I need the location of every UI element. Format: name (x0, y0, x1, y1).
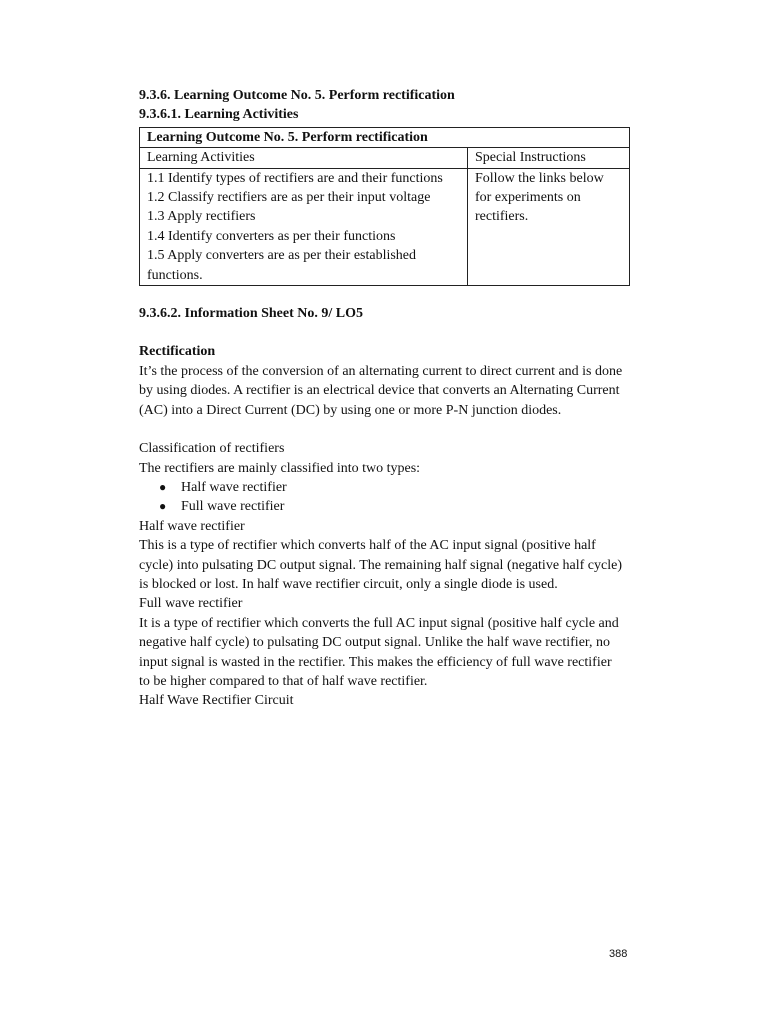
instructions-cell (468, 168, 630, 285)
activity-item: 1.5 Apply converters are as per their established (147, 248, 417, 264)
paragraph-line: It’s the process of the conversion of an alternating current to direct current and is done (139, 363, 623, 379)
paragraph-line: cycle) into pulsating DC output signal. The remaining half signal (negative half cycle) (139, 557, 622, 573)
list-item: ● Half wave rectifier (139, 478, 631, 497)
learning-outcome-table (139, 127, 630, 286)
instruction-line: Follow the links below (475, 170, 604, 186)
paragraph-line: to be higher compared to that of half wave rectifier. (139, 673, 428, 689)
paragraph-line: is blocked or lost. In half wave rectifier circuit, only a single diode is used. (139, 576, 558, 592)
activity-item: 1.3 Apply rectifiers (147, 209, 256, 225)
document-body (139, 86, 631, 711)
paragraph-line: (AC) into a Direct Current (DC) by using one or more P-N junction diodes. (139, 402, 562, 418)
circuit-heading: Half Wave Rectifier Circuit (139, 693, 294, 709)
rectification-heading: Rectification (139, 344, 216, 360)
paragraph-line: input signal is wasted in the rectifier. This makes the efficiency of full wave rectifier (139, 654, 612, 670)
bullet-icon: ● (159, 479, 167, 494)
activities-cell (140, 168, 468, 285)
info-sheet-heading: 9.3.6.2. Information Sheet No. 9/ LO5 (139, 306, 363, 322)
instruction-line: rectifiers. (475, 209, 529, 225)
table-header-instructions: Special Instructions (468, 148, 630, 168)
bullet-icon: ● (159, 499, 167, 514)
table-title: Learning Outcome No. 5. Perform rectification (140, 127, 630, 147)
subsection-heading: 9.3.6.1. Learning Activities (139, 107, 299, 123)
list-item: ● Full wave rectifier (139, 497, 631, 516)
half-wave-heading: Half wave rectifier (139, 518, 245, 534)
rectifier-types-list (139, 478, 631, 517)
full-wave-heading: Full wave rectifier (139, 596, 243, 612)
table-header-activities: Learning Activities (140, 148, 468, 168)
paragraph-line: negative half cycle) to pulsating DC output signal. Unlike the half wave rectifier, no (139, 635, 611, 651)
classification-heading: Classification of rectifiers (139, 441, 285, 457)
activity-item: 1.1 Identify types of rectifiers are and their functions (147, 170, 443, 186)
paragraph-line: by using diodes. A rectifier is an electrical device that converts an Alternating Current (139, 383, 620, 399)
paragraph-line: It is a type of rectifier which converts the full AC input signal (positive half cycle and (139, 615, 619, 631)
activity-item: 1.2 Classify rectifiers are as per their input voltage (147, 190, 431, 206)
classification-intro: The rectifiers are mainly classified into two types: (139, 460, 421, 476)
page-number: 388 (609, 948, 628, 960)
activity-item: functions. (147, 267, 203, 283)
paragraph-line: This is a type of rectifier which converts half of the AC input signal (positive half (139, 538, 596, 554)
activity-item: 1.4 Identify converters as per their functions (147, 228, 396, 244)
instruction-line: for experiments on (475, 190, 581, 206)
section-heading: 9.3.6. Learning Outcome No. 5. Perform rectification (139, 88, 455, 103)
